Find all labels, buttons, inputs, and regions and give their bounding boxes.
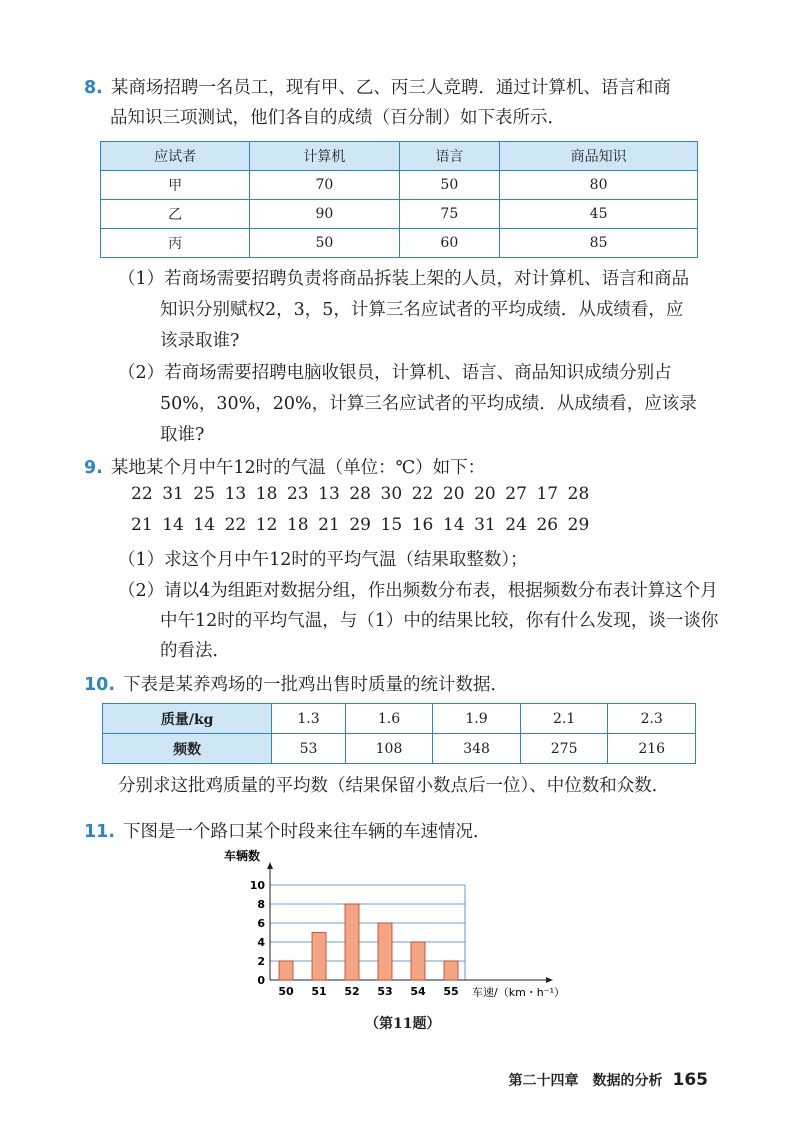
q9-p2-line1: （2）请以4为组距对数据分组，作出频数分布表，根据频数分布表计算这个月 — [118, 581, 718, 601]
temp-value: 24 — [505, 515, 527, 535]
y-tick-label: 10 — [249, 879, 265, 892]
q8-number: 8. — [84, 78, 103, 98]
temp-value: 31 — [162, 484, 184, 504]
temp-value: 28 — [349, 484, 371, 504]
q10-text1: 下表是某养鸡场的一批鸡出售时质量的统计数据． — [123, 675, 509, 695]
q10-line2: 分别求这批鸡质量的平均数（结果保留小数点后一位）、中位数和众数． — [118, 776, 670, 796]
cell: 70 — [250, 171, 399, 200]
y-tick-label: 0 — [257, 974, 265, 987]
q9-text1: 某地某个月中午12时的气温（单位：℃）如下： — [110, 458, 486, 478]
x-tick-label: 54 — [410, 985, 426, 998]
temp-value: 29 — [349, 515, 371, 535]
temp-value: 13 — [224, 484, 247, 504]
cell: 80 — [500, 171, 698, 200]
q8-p1-line1: （1）若商场需要招聘负责将商品拆装上架的人员，对计算机、语言和商品 — [118, 269, 690, 289]
temp-value: 12 — [255, 515, 278, 535]
temp-value: 22 — [224, 515, 247, 535]
temp-value: 20 — [474, 484, 496, 504]
q10-line1 — [84, 671, 508, 696]
cell: 丙 — [101, 229, 250, 258]
cell: 75 — [399, 200, 500, 229]
bar — [312, 933, 326, 981]
cell: 216 — [608, 734, 696, 764]
table-row — [101, 171, 698, 200]
bar — [444, 961, 458, 980]
temp-value: 18 — [286, 515, 309, 535]
temp-value: 27 — [505, 484, 527, 504]
table-row — [101, 200, 698, 229]
temp-value: 16 — [411, 515, 434, 535]
q8-text1: 某商场招聘一名员工，现有甲、乙、丙三人竞聘．通过计算机、语言和商 — [110, 78, 671, 98]
temp-value: 31 — [474, 515, 496, 535]
x-axis-arrow — [546, 977, 553, 983]
q8-p2-line3: 取谁? — [160, 425, 205, 445]
y-tick-label: 2 — [257, 955, 265, 968]
q8-line1 — [84, 74, 671, 99]
cell: 1.3 — [272, 704, 345, 734]
y-axis-label: 车辆数 — [224, 849, 261, 863]
temp-value: 14 — [442, 515, 465, 535]
cell: 2.3 — [608, 704, 696, 734]
q9-p2-line2: 中午12时的平均气温，与（1）中的结果比较，你有什么发现，谈一谈你 — [160, 611, 719, 631]
q9-number: 9. — [84, 458, 103, 478]
cell: 45 — [500, 200, 698, 229]
cell: 甲 — [101, 171, 250, 200]
row-header: 质量/kg — [103, 704, 272, 734]
mass-table — [102, 703, 696, 764]
temp-value: 15 — [380, 515, 403, 535]
header-cell: 语言 — [399, 142, 500, 171]
temp-value: 23 — [286, 484, 309, 504]
chapter-title: 第二十四章 数据的分析 — [508, 1073, 663, 1089]
temp-value: 14 — [162, 515, 184, 535]
q8-p2-line1: （2）若商场需要招聘电脑收银员，计算机、语言、商品知识成绩分别占 — [118, 363, 672, 383]
header-cell: 应试者 — [101, 142, 250, 171]
temp-value: 21 — [131, 515, 153, 535]
cell: 85 — [500, 229, 698, 258]
x-tick-label: 52 — [344, 985, 360, 998]
q9-p2-line3: 的看法． — [160, 641, 230, 661]
cell: 50 — [250, 229, 399, 258]
q8-p1-line3: 该录取谁? — [160, 331, 240, 351]
temp-value: 20 — [442, 484, 465, 504]
temp-value: 18 — [255, 484, 278, 504]
q9-line1 — [84, 454, 485, 479]
page-number: 165 — [672, 1070, 708, 1090]
cell: 348 — [433, 734, 521, 764]
temp-value: 22 — [411, 484, 434, 504]
temp-value: 29 — [567, 515, 590, 535]
temp-value: 26 — [536, 515, 559, 535]
temp-value: 25 — [193, 484, 216, 504]
cell: 60 — [399, 229, 500, 258]
bar — [279, 961, 293, 980]
q11-number: 11. — [84, 822, 116, 842]
table-row — [103, 704, 696, 734]
cell: 2.1 — [520, 704, 608, 734]
temp-value: 21 — [318, 515, 340, 535]
x-tick-label: 50 — [278, 985, 294, 998]
q8-p2-line2: 50%，30%，20%，计算三名应试者的平均成绩．从成绩看，应该录 — [160, 394, 697, 414]
cell: 108 — [345, 734, 433, 764]
x-axis-label: 车速/（km・h⁻¹） — [472, 986, 565, 999]
cell: 53 — [272, 734, 345, 764]
q8-p1-line2: 知识分别赋权2，3，5，计算三名应试者的平均成绩．从成绩看，应 — [160, 300, 684, 320]
temp-value: 14 — [193, 515, 216, 535]
temps-row2 — [131, 515, 599, 535]
header-cell: 计算机 — [250, 142, 399, 171]
cell: 乙 — [101, 200, 250, 229]
cell: 275 — [520, 734, 608, 764]
cell: 50 — [399, 171, 500, 200]
temp-value: 17 — [536, 484, 559, 504]
temp-value: 22 — [131, 484, 153, 504]
page-footer — [509, 1070, 709, 1090]
table-row — [103, 734, 696, 764]
temps-row1 — [131, 484, 599, 504]
bar — [378, 923, 392, 980]
bar — [411, 942, 425, 980]
q10-number: 10. — [84, 675, 116, 695]
cell: 1.6 — [345, 704, 433, 734]
x-tick-label: 55 — [443, 985, 459, 998]
bar — [345, 904, 359, 980]
y-tick-label: 4 — [257, 936, 265, 949]
temp-value: 30 — [380, 484, 403, 504]
y-axis-arrow — [267, 862, 273, 869]
q9-p1: （1）求这个月中午12时的平均气温（结果取整数）； — [118, 550, 528, 570]
row-header: 频数 — [103, 734, 272, 764]
temp-value: 13 — [318, 484, 340, 504]
x-tick-label: 53 — [377, 985, 393, 998]
header-cell: 商品知识 — [500, 142, 698, 171]
speed-bar-chart — [210, 840, 590, 1040]
figure-caption: （第11题） — [365, 1016, 441, 1032]
y-tick-label: 6 — [257, 917, 265, 930]
q11-text1: 下图是一个路口某个时段来往车辆的车速情况． — [123, 822, 491, 842]
x-tick-label: 51 — [311, 985, 327, 998]
score-table — [100, 141, 698, 258]
q8-line2: 品知识三项测试，他们各自的成绩（百分制）如下表所示． — [110, 108, 565, 128]
cell: 1.9 — [433, 704, 521, 734]
temp-value: 28 — [567, 484, 590, 504]
y-tick-label: 8 — [257, 898, 265, 911]
cell: 90 — [250, 200, 399, 229]
table-row — [101, 229, 698, 258]
